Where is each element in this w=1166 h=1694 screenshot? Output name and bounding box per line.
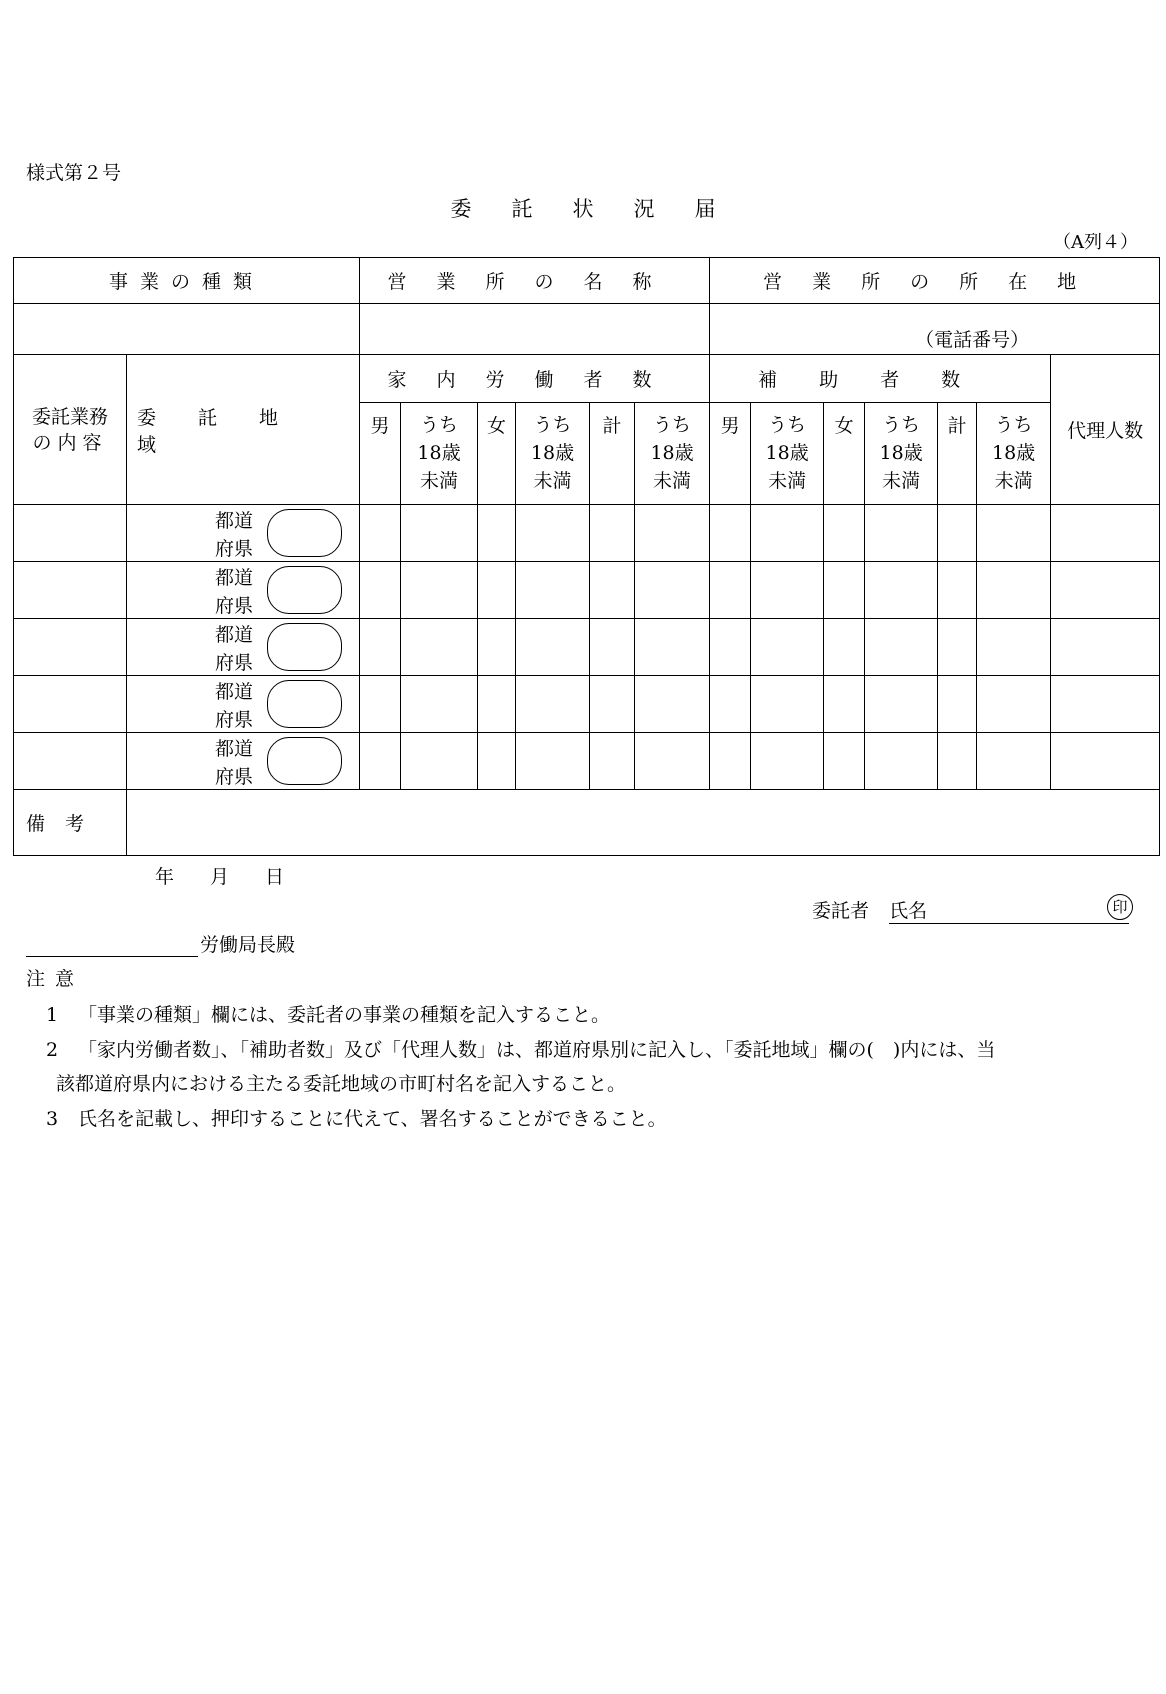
- contract-work-field[interactable]: [14, 733, 127, 790]
- count-cell[interactable]: [516, 676, 590, 733]
- home-male-under18-header: うち 18歳 未満: [401, 402, 478, 505]
- count-cell[interactable]: [516, 733, 590, 790]
- count-cell[interactable]: [865, 619, 938, 676]
- count-cell[interactable]: [360, 733, 401, 790]
- count-cell[interactable]: [635, 505, 710, 562]
- trustor-name-field[interactable]: [889, 896, 1129, 924]
- home-workers-header: 家内労働者数: [360, 355, 710, 403]
- count-cell[interactable]: [1051, 676, 1160, 733]
- count-cell[interactable]: [478, 619, 516, 676]
- count-cell[interactable]: [710, 562, 751, 619]
- count-cell[interactable]: [977, 676, 1051, 733]
- count-cell[interactable]: [1051, 619, 1160, 676]
- date-line: [155, 862, 320, 889]
- count-cell[interactable]: [865, 733, 938, 790]
- seal-icon: 印: [1107, 894, 1133, 920]
- day-label: 日: [265, 866, 291, 888]
- count-cell[interactable]: [590, 619, 635, 676]
- paper-size: （A列４）: [1053, 232, 1138, 253]
- count-cell[interactable]: [1051, 733, 1160, 790]
- municipality-paren-field[interactable]: [267, 737, 342, 785]
- status-form-table: [13, 257, 1160, 856]
- prefecture-label: 都道 府県: [215, 624, 254, 675]
- note-2-continued: 該都道府県内における主たる委託地域の市町村名を記入すること。: [56, 1073, 627, 1095]
- count-cell[interactable]: [824, 619, 865, 676]
- count-cell[interactable]: [938, 676, 977, 733]
- count-cell[interactable]: [360, 676, 401, 733]
- count-cell[interactable]: [710, 619, 751, 676]
- note-3: 3 氏名を記載し、押印することに代えて、署名することができること。: [46, 1108, 667, 1130]
- home-total-under18-header: うち 18歳 未満: [635, 402, 710, 505]
- document-title: 委託状況届: [450, 197, 756, 221]
- count-cell[interactable]: [635, 562, 710, 619]
- count-cell[interactable]: [401, 562, 478, 619]
- count-cell[interactable]: [360, 619, 401, 676]
- count-cell[interactable]: [977, 619, 1051, 676]
- count-cell[interactable]: [401, 733, 478, 790]
- count-cell[interactable]: [401, 505, 478, 562]
- assist-total-header: 計: [938, 402, 977, 505]
- count-cell[interactable]: [977, 505, 1051, 562]
- municipality-paren-field[interactable]: [267, 566, 342, 614]
- contract-work-field[interactable]: [14, 505, 127, 562]
- year-label: 年: [155, 866, 181, 888]
- contract-work-field[interactable]: [14, 562, 127, 619]
- count-cell[interactable]: [360, 505, 401, 562]
- home-female-under18-header: うち 18歳 未満: [516, 402, 590, 505]
- assist-male-under18-header: うち 18歳 未満: [751, 402, 824, 505]
- count-cell[interactable]: [710, 733, 751, 790]
- bureau-addressee: [26, 930, 295, 957]
- contract-work-field[interactable]: [14, 619, 127, 676]
- count-cell[interactable]: [938, 619, 977, 676]
- note-2: 2 「家内労働者数」、「補助者数」及び「代理人数」は、都道府県別に記入し、「委託地域」欄の( )内には、当: [46, 1039, 996, 1061]
- contract-area-header: 委託地域: [127, 355, 360, 505]
- home-male-header: 男: [360, 402, 401, 505]
- count-cell[interactable]: [751, 733, 824, 790]
- prefecture-label: 都道 府県: [215, 681, 254, 732]
- count-cell[interactable]: [751, 505, 824, 562]
- count-cell[interactable]: [751, 676, 824, 733]
- count-cell[interactable]: [710, 505, 751, 562]
- phone-label: （電話番号）: [915, 329, 1030, 352]
- notes-heading: 注意: [26, 968, 85, 990]
- month-label: 月: [210, 866, 236, 888]
- remarks-label: 備考: [14, 790, 127, 856]
- home-female-header: 女: [478, 402, 516, 505]
- business-type-header: 事業の種類: [14, 258, 360, 304]
- count-cell[interactable]: [590, 505, 635, 562]
- table-row: [14, 505, 1160, 562]
- office-name-header: 営業所の名称: [360, 258, 710, 304]
- prefecture-label: 都道 府県: [215, 738, 254, 789]
- contract-area-field[interactable]: [127, 619, 360, 676]
- assist-female-under18-header: うち 18歳 未満: [865, 402, 938, 505]
- count-cell[interactable]: [590, 562, 635, 619]
- contract-area-field[interactable]: [127, 562, 360, 619]
- count-cell[interactable]: [516, 619, 590, 676]
- remarks-field[interactable]: [127, 790, 1160, 856]
- count-cell[interactable]: [977, 733, 1051, 790]
- prefecture-label: 都道 府県: [215, 510, 254, 561]
- count-cell[interactable]: [938, 505, 977, 562]
- bureau-suffix: 労働局長殿: [200, 934, 296, 956]
- assist-male-header: 男: [710, 402, 751, 505]
- count-cell[interactable]: [478, 733, 516, 790]
- contract-area-field[interactable]: [127, 505, 360, 562]
- count-cell[interactable]: [710, 676, 751, 733]
- count-cell[interactable]: [865, 562, 938, 619]
- table-row: [14, 562, 1160, 619]
- count-cell[interactable]: [635, 733, 710, 790]
- form-number: 様式第２号: [26, 162, 122, 184]
- name-label: 氏名: [889, 900, 928, 922]
- home-total-header: 計: [590, 402, 635, 505]
- office-address-header: 営業所の所在地: [710, 258, 1160, 304]
- business-type-field[interactable]: [14, 304, 360, 355]
- trustor-label: 委託者: [812, 900, 870, 922]
- office-name-field[interactable]: [360, 304, 710, 355]
- contract-work-field[interactable]: [14, 676, 127, 733]
- municipality-paren-field[interactable]: [267, 680, 342, 728]
- count-cell[interactable]: [1051, 562, 1160, 619]
- count-cell[interactable]: [865, 505, 938, 562]
- count-cell[interactable]: [360, 562, 401, 619]
- count-cell[interactable]: [635, 619, 710, 676]
- contract-area-field[interactable]: [127, 733, 360, 790]
- count-cell[interactable]: [824, 505, 865, 562]
- table-row: [14, 619, 1160, 676]
- bureau-name-field[interactable]: [26, 934, 198, 957]
- table-row: [14, 676, 1160, 733]
- count-cell[interactable]: [865, 676, 938, 733]
- prefecture-label: 都道 府県: [215, 567, 254, 618]
- count-cell[interactable]: [977, 562, 1051, 619]
- count-cell[interactable]: [478, 562, 516, 619]
- count-cell[interactable]: [938, 733, 977, 790]
- count-cell[interactable]: [1051, 505, 1160, 562]
- count-cell[interactable]: [751, 619, 824, 676]
- count-cell[interactable]: [401, 676, 478, 733]
- agents-header: 代理人数: [1051, 355, 1160, 505]
- contract-area-field[interactable]: [127, 676, 360, 733]
- count-cell[interactable]: [590, 676, 635, 733]
- assist-total-under18-header: うち 18歳 未満: [977, 402, 1051, 505]
- assist-female-header: 女: [824, 402, 865, 505]
- assistants-header: 補助者数: [710, 355, 1051, 403]
- note-1: 1 「事業の種類」欄には、委託者の事業の種類を記入すること。: [46, 1004, 611, 1026]
- count-cell[interactable]: [590, 733, 635, 790]
- count-cell[interactable]: [824, 562, 865, 619]
- trustor-signature: [812, 896, 1129, 924]
- contract-work-header: 委託業務 の内容: [14, 355, 127, 505]
- count-cell[interactable]: [751, 562, 824, 619]
- count-cell[interactable]: [824, 733, 865, 790]
- count-cell[interactable]: [824, 676, 865, 733]
- count-cell[interactable]: [401, 619, 478, 676]
- count-cell[interactable]: [635, 676, 710, 733]
- count-cell[interactable]: [516, 562, 590, 619]
- count-cell[interactable]: [478, 676, 516, 733]
- count-cell[interactable]: [938, 562, 977, 619]
- count-cell[interactable]: [516, 505, 590, 562]
- office-address-field[interactable]: [710, 304, 1160, 355]
- municipality-paren-field[interactable]: [267, 623, 342, 671]
- count-cell[interactable]: [478, 505, 516, 562]
- table-row: [14, 733, 1160, 790]
- municipality-paren-field[interactable]: [267, 509, 342, 557]
